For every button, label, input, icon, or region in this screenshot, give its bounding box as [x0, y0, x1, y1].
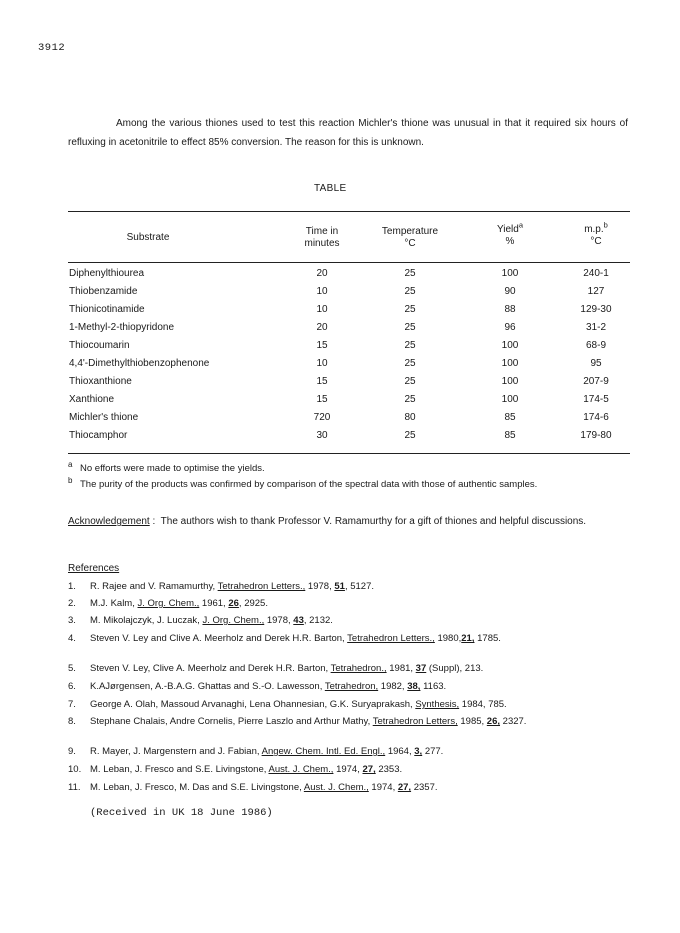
reference-item: [68, 633, 630, 645]
cell-mp: 207-9: [583, 376, 609, 387]
cell-time: 10: [316, 286, 328, 297]
table-row: [0, 322, 680, 340]
table-row: [0, 304, 680, 322]
header-time-line2: minutes: [304, 238, 340, 249]
header-time: [290, 226, 354, 250]
reference-number: 11.: [68, 782, 81, 793]
cell-mp: 127: [587, 286, 605, 297]
cell-substrate: Thioxanthione: [69, 376, 132, 387]
references-title: References: [68, 563, 120, 574]
cell-time: 10: [316, 304, 328, 315]
reference-year: 1974,: [368, 782, 398, 793]
reference-number: 9.: [68, 746, 76, 757]
footnote-b: [68, 478, 630, 491]
reference-body: [68, 699, 630, 711]
reference-body: [68, 615, 630, 627]
footnote-a-mark: a: [68, 460, 73, 469]
reference-pre: R. Mayer, J. Margenstern and J. Fabian,: [90, 746, 262, 757]
reference-pages: 1163.: [420, 681, 447, 692]
cell-yield: 88: [504, 304, 516, 315]
header-mp-mark: b: [603, 220, 608, 230]
table-row: [0, 376, 680, 394]
cell-mp: 129-30: [580, 304, 612, 315]
reference-pre: George A. Olah, Massoud Arvanaghi, Lena Ohannesian, G.K. Suryaprakash,: [90, 699, 416, 710]
header-yield: [478, 220, 542, 248]
reference-year: 1985,: [457, 716, 487, 727]
reference-number: 10.: [68, 764, 82, 775]
acknowledgement: [68, 512, 630, 531]
reference-journal: Angew. Chem. Intl. Ed. Engl.,: [261, 746, 386, 757]
cell-substrate: 4,4'-Dimethylthiobenzophenone: [69, 358, 210, 369]
reference-vol: 27,: [397, 782, 412, 793]
cell-time: 15: [316, 394, 328, 405]
reference-body: [68, 782, 630, 794]
reference-body: [68, 663, 630, 675]
acknowledgement-separator: :: [152, 516, 156, 527]
reference-year: 1980,: [434, 633, 462, 644]
cell-substrate: Thiobenzamide: [69, 286, 138, 297]
reference-item: [68, 663, 630, 675]
header-yield-mark: a: [518, 220, 524, 230]
reference-item: [68, 764, 630, 776]
cell-yield: 85: [504, 412, 516, 423]
table-row: [0, 358, 680, 376]
intro-paragraph: [68, 114, 628, 152]
reference-pages: (Suppl), 213.: [426, 663, 484, 674]
reference-journal: Tetrahedron Letters.,: [217, 581, 306, 592]
cell-temp: 25: [404, 394, 416, 405]
table-row: [0, 268, 680, 286]
cell-yield: 96: [504, 322, 516, 333]
reference-journal: Synthesis,: [415, 699, 460, 710]
reference-vol: 3,: [414, 746, 423, 757]
reference-journal: Aust. J. Chem.,: [268, 764, 334, 775]
header-yield-line1: Yield: [496, 224, 519, 235]
cell-yield: 90: [504, 286, 516, 297]
reference-journal: Tetrahedron.,: [330, 663, 387, 674]
reference-pages: , 2925.: [238, 598, 268, 609]
reference-body: [68, 746, 630, 758]
reference-number: 3.: [68, 615, 76, 626]
reference-number: 8.: [68, 716, 76, 727]
cell-yield: 85: [504, 430, 516, 441]
reference-pages: 1785.: [474, 633, 501, 644]
cell-mp: 31-2: [585, 322, 606, 333]
reference-item: [68, 681, 630, 693]
reference-pages: 2357.: [411, 782, 438, 793]
table-row: [0, 340, 680, 358]
reference-journal: J. Org. Chem.,: [137, 598, 200, 609]
cell-mp: 174-6: [583, 412, 609, 423]
reference-item: [68, 782, 630, 794]
reference-pre: Steven V. Ley, Clive A. Meerholz and Derek H.R. Barton,: [90, 663, 331, 674]
reference-number: 6.: [68, 681, 76, 692]
cell-yield: 100: [501, 358, 519, 369]
reference-year: 1984,: [459, 699, 489, 710]
reference-body: [68, 598, 630, 610]
reference-journal: Tetrahedron Letters,: [372, 716, 458, 727]
cell-temp: 25: [404, 268, 416, 279]
reference-number: 5.: [68, 663, 76, 674]
reference-body: [68, 764, 630, 776]
table-row: [0, 412, 680, 430]
cell-substrate: Diphenylthiourea: [69, 268, 145, 279]
cell-time: 30: [316, 430, 328, 441]
table-row: [0, 430, 680, 448]
table-header-rule: [68, 262, 630, 263]
header-temperature-line2: °C: [404, 238, 416, 249]
reference-number: 1.: [68, 581, 76, 592]
page-number: 3912: [38, 42, 66, 54]
cell-mp: 68-9: [585, 340, 606, 351]
reference-item: [68, 699, 630, 711]
reference-pages: , 2132.: [303, 615, 333, 626]
reference-pages: , 5127.: [344, 581, 374, 592]
reference-vol: 26: [228, 598, 239, 609]
cell-time: 10: [316, 358, 328, 369]
cell-temp: 25: [404, 322, 416, 333]
reference-journal: Tetrahedron,: [324, 681, 379, 692]
header-mp-line2: °C: [590, 236, 602, 247]
reference-pre: R. Rajee and V. Ramamurthy,: [90, 581, 218, 592]
cell-mp: 240-1: [583, 268, 609, 279]
reference-pre: M.J. Kalm,: [90, 598, 138, 609]
reference-item: [68, 716, 630, 728]
table-bottom-rule: [68, 453, 630, 454]
cell-substrate: Michler's thione: [69, 412, 139, 423]
cell-substrate: Xanthione: [69, 394, 115, 405]
received-line: (Received in UK 18 June 1986): [90, 807, 273, 819]
cell-temp: 25: [404, 358, 416, 369]
cell-yield: 100: [501, 268, 519, 279]
acknowledgement-text: The authors wish to thank Professor V. Ramamurthy for a gift of thiones and helpful discussions.: [160, 516, 587, 527]
reference-number: 2.: [68, 598, 76, 609]
cell-mp: 95: [590, 358, 602, 369]
header-yield-line2: %: [505, 236, 515, 247]
reference-item: [68, 581, 630, 593]
header-time-line1: Time in: [305, 226, 339, 237]
reference-item: [68, 598, 630, 610]
acknowledgement-label: Acknowledgement: [68, 516, 150, 527]
reference-journal: Tetrahedron Letters.,: [347, 633, 435, 644]
cell-temp: 25: [404, 430, 416, 441]
reference-vol: 21,: [461, 633, 475, 644]
reference-item: [68, 615, 630, 627]
reference-year: 1974,: [333, 764, 363, 775]
table-title: TABLE: [314, 183, 347, 194]
reference-pre: M. Leban, J. Fresco and S.E. Livingstone,: [90, 764, 269, 775]
reference-pages: 277.: [422, 746, 444, 757]
reference-year: 1964,: [385, 746, 415, 757]
header-substrate: Substrate: [126, 232, 170, 243]
cell-mp: 174-5: [583, 394, 609, 405]
cell-yield: 100: [501, 376, 519, 387]
reference-item: [68, 746, 630, 758]
reference-number: 4.: [68, 633, 76, 644]
cell-time: 720: [313, 412, 331, 423]
cell-time: 20: [316, 322, 328, 333]
footnote-a-text: No efforts were made to optimise the yields.: [80, 463, 265, 474]
table-row: [0, 286, 680, 304]
reference-vol: 26,: [486, 716, 501, 727]
reference-vol: 37: [415, 663, 427, 674]
table-row: [0, 394, 680, 412]
reference-vol: 27,: [362, 764, 376, 775]
reference-body: [68, 681, 630, 693]
footnote-a: [68, 462, 630, 475]
cell-substrate: Thiocamphor: [69, 430, 128, 441]
cell-temp: 25: [404, 286, 416, 297]
reference-year: 1982,: [378, 681, 408, 692]
reference-pre: Steven V. Ley and Clive A. Meerholz and Derek H.R. Barton,: [90, 633, 348, 644]
cell-temp: 25: [404, 340, 416, 351]
reference-year: 1961,: [199, 598, 229, 609]
reference-body: [68, 581, 630, 593]
reference-pre: K.AJørgensen, A.-B.A.G. Ghattas and S.-O. Lawesson,: [90, 681, 325, 692]
reference-number: 7.: [68, 699, 76, 710]
cell-time: 20: [316, 268, 328, 279]
reference-pre: Stephane Chalais, Andre Cornelis, Pierre Laszlo and Arthur Mathy,: [90, 716, 373, 727]
reference-pages: 2327.: [500, 716, 527, 727]
cell-yield: 100: [501, 340, 519, 351]
cell-temp: 25: [404, 376, 416, 387]
cell-temp: 25: [404, 304, 416, 315]
reference-vol: 51: [334, 581, 345, 592]
cell-substrate: 1-Methyl-2-thiopyridone: [69, 322, 175, 333]
reference-year: 1981,: [386, 663, 416, 674]
footnote-b-text: The purity of the products was confirmed by comparison of the spectral data with those of authentic samples.: [80, 479, 538, 490]
cell-substrate: Thiocoumarin: [69, 340, 130, 351]
reference-year: 1978,: [305, 581, 335, 592]
table-top-rule: [68, 211, 630, 212]
cell-temp: 80: [404, 412, 416, 423]
header-temperature: [368, 226, 452, 250]
cell-substrate: Thionicotinamide: [69, 304, 145, 315]
reference-year: 1978,: [264, 615, 294, 626]
reference-journal: J. Org. Chem.,: [202, 615, 265, 626]
reference-journal: Aust. J. Chem.,: [303, 782, 369, 793]
reference-vol: 38,: [407, 681, 421, 692]
cell-time: 15: [316, 340, 328, 351]
cell-mp: 179-80: [580, 430, 612, 441]
reference-pre: M. Mikolajczyk, J. Luczak,: [90, 615, 203, 626]
intro-text: Among the various thiones used to test this reaction Michler's thione was unusual in that it required six hours of refluxing in acetonitrile to effect 85% conversion. The reason for this is unknown.: [68, 118, 628, 148]
reference-pages: 2353.: [375, 764, 403, 775]
header-mp: [564, 220, 628, 248]
header-temperature-line1: Temperature: [381, 226, 439, 237]
reference-pre: M. Leban, J. Fresco, M. Das and S.E. Livingstone,: [90, 782, 304, 793]
cell-yield: 100: [501, 394, 519, 405]
reference-pages: 785.: [488, 699, 507, 710]
reference-vol: 43: [293, 615, 304, 626]
reference-body: [68, 633, 630, 645]
reference-body: [68, 716, 630, 728]
footnote-b-mark: b: [68, 476, 73, 485]
header-mp-line1: m.p.: [584, 224, 604, 235]
cell-time: 15: [316, 376, 328, 387]
